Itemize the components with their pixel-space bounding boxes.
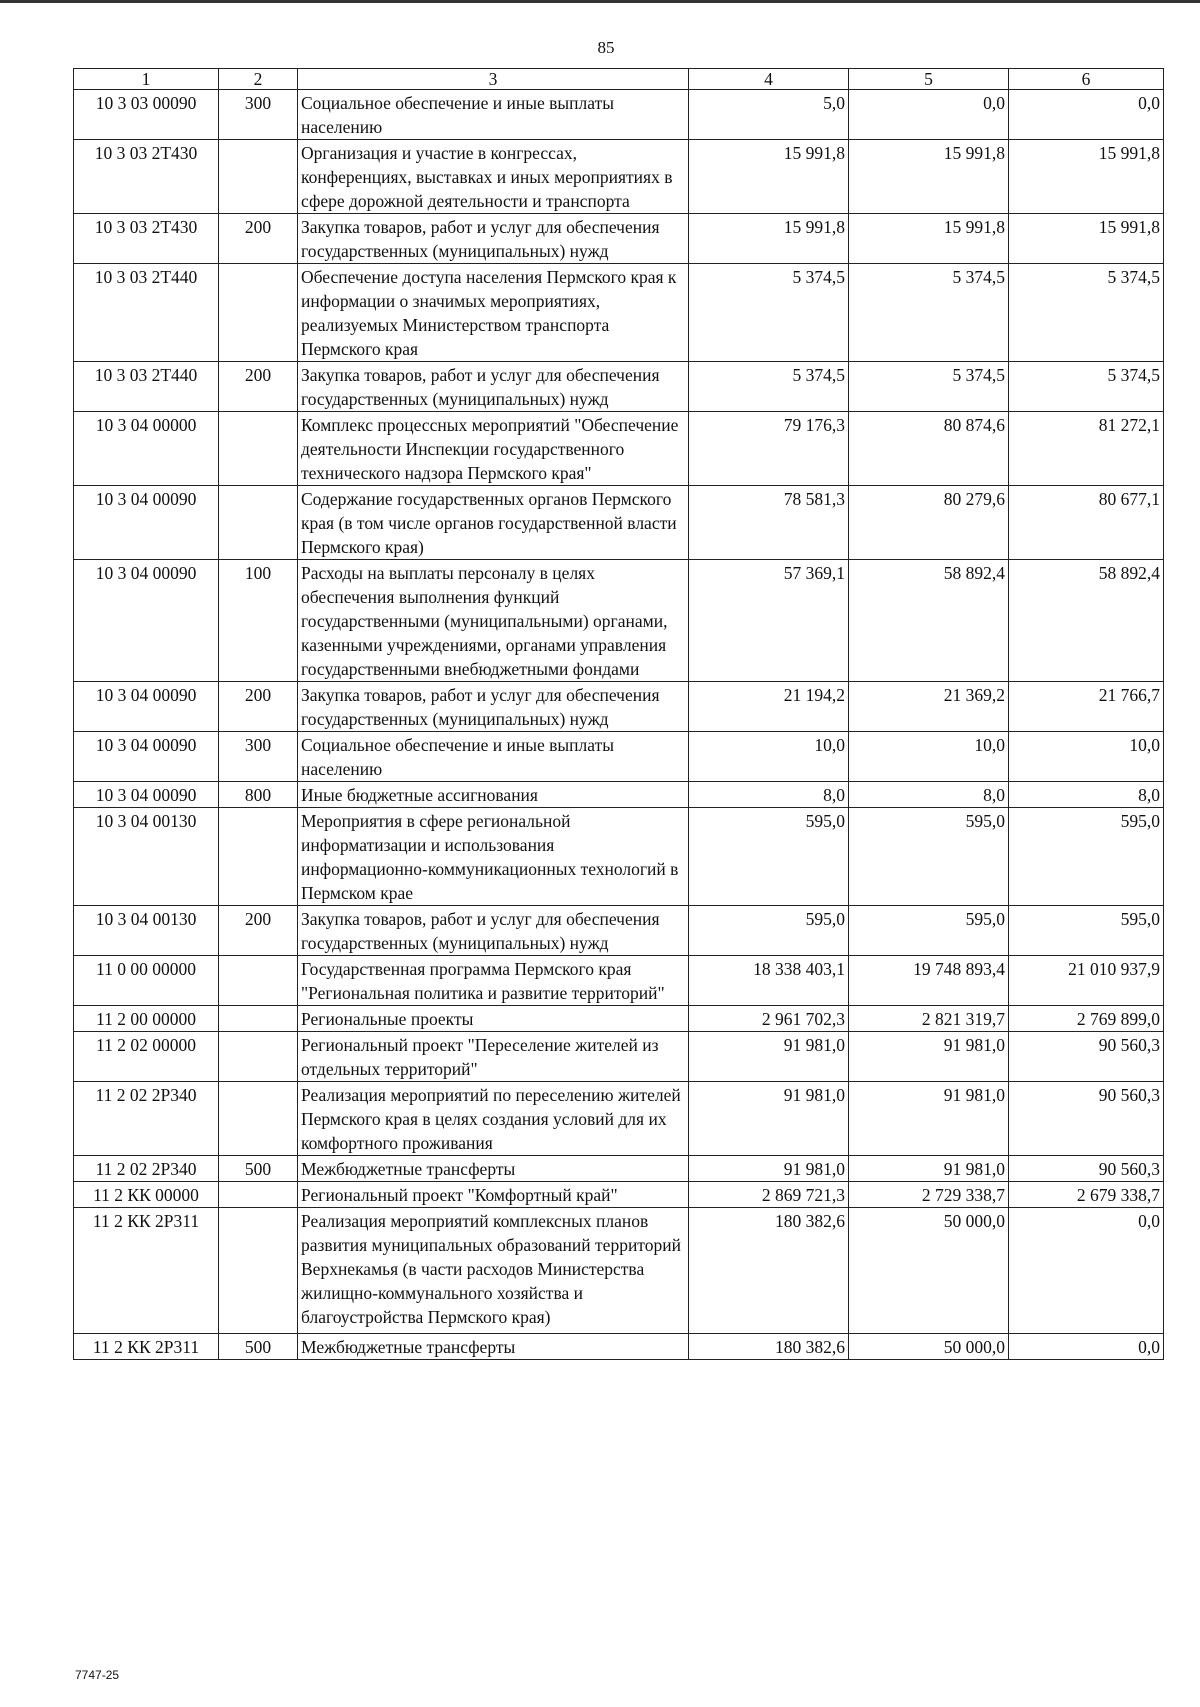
row-code-cell: 10 3 04 00090 xyxy=(74,732,219,782)
row-value-cell: 78 581,3 xyxy=(689,486,849,560)
row-value-cell: 90 560,3 xyxy=(1009,1032,1164,1082)
row-value-cell: 5 374,5 xyxy=(689,362,849,412)
row-code-cell: 10 3 04 00090 xyxy=(74,560,219,682)
row-value-cell: 180 382,6 xyxy=(689,1208,849,1334)
row-value-cell: 10,0 xyxy=(1009,732,1164,782)
row-value-cell: 595,0 xyxy=(849,906,1009,956)
row-code-cell: 11 2 02 00000 xyxy=(74,1032,219,1082)
row-code-cell: 11 0 00 00000 xyxy=(74,956,219,1006)
row-value-cell: 0,0 xyxy=(1009,1334,1164,1360)
row-type-cell: 800 xyxy=(219,782,298,808)
row-value-cell: 90 560,3 xyxy=(1009,1156,1164,1182)
budget-table xyxy=(73,68,1164,1360)
row-type-cell xyxy=(219,140,298,214)
row-code-cell: 10 3 04 00130 xyxy=(74,808,219,906)
table-row xyxy=(74,140,1164,214)
header-col-4: 4 xyxy=(689,69,849,90)
row-value-cell: 10,0 xyxy=(689,732,849,782)
row-type-cell xyxy=(219,264,298,362)
row-name-cell: Иные бюджетные ассигнования xyxy=(298,782,689,808)
row-value-cell: 2 729 338,7 xyxy=(849,1182,1009,1208)
row-value-cell: 15 991,8 xyxy=(689,140,849,214)
row-value-cell: 595,0 xyxy=(689,808,849,906)
row-type-cell: 300 xyxy=(219,90,298,140)
table-row xyxy=(74,782,1164,808)
row-value-cell: 15 991,8 xyxy=(1009,140,1164,214)
table-row xyxy=(74,732,1164,782)
row-name-cell: Социальное обеспечение и иные выплаты населению xyxy=(298,732,689,782)
row-type-cell xyxy=(219,486,298,560)
table-row xyxy=(74,1182,1164,1208)
table-row xyxy=(74,412,1164,486)
row-code-cell: 10 3 03 2Т430 xyxy=(74,140,219,214)
header-col-2: 2 xyxy=(219,69,298,90)
row-name-cell: Мероприятия в сфере региональной информатизации и использования информационно-коммуникационных технологий в Пермском крае xyxy=(298,808,689,906)
table-header-row xyxy=(74,69,1164,90)
row-type-cell: 300 xyxy=(219,732,298,782)
table-row xyxy=(74,264,1164,362)
row-name-cell: Региональный проект "Переселение жителей из отдельных территорий" xyxy=(298,1032,689,1082)
row-code-cell: 11 2 02 2Р340 xyxy=(74,1156,219,1182)
row-name-cell: Организация и участие в конгрессах, конференциях, выставках и иных мероприятиях в сфере дорожной деятельности и транспорта xyxy=(298,140,689,214)
row-name-cell: Межбюджетные трансферты xyxy=(298,1156,689,1182)
row-value-cell: 58 892,4 xyxy=(1009,560,1164,682)
table-row xyxy=(74,90,1164,140)
row-value-cell: 90 560,3 xyxy=(1009,1082,1164,1156)
row-value-cell: 5 374,5 xyxy=(1009,264,1164,362)
row-code-cell: 10 3 03 2Т430 xyxy=(74,214,219,264)
row-value-cell: 81 272,1 xyxy=(1009,412,1164,486)
row-value-cell: 180 382,6 xyxy=(689,1334,849,1360)
row-value-cell: 91 981,0 xyxy=(849,1082,1009,1156)
row-code-cell: 11 2 02 2Р340 xyxy=(74,1082,219,1156)
row-code-cell: 10 3 03 2Т440 xyxy=(74,362,219,412)
table-row xyxy=(74,1156,1164,1182)
header-col-5: 5 xyxy=(849,69,1009,90)
page-number: 85 xyxy=(597,38,615,57)
row-value-cell: 595,0 xyxy=(1009,906,1164,956)
row-name-cell: Межбюджетные трансферты xyxy=(298,1334,689,1360)
table-row xyxy=(74,1334,1164,1360)
row-value-cell: 15 991,8 xyxy=(849,140,1009,214)
row-value-cell: 2 769 899,0 xyxy=(1009,1006,1164,1032)
row-value-cell: 5 374,5 xyxy=(1009,362,1164,412)
row-code-cell: 10 3 04 00090 xyxy=(74,486,219,560)
row-value-cell: 2 961 702,3 xyxy=(689,1006,849,1032)
row-type-cell: 200 xyxy=(219,214,298,264)
row-value-cell: 58 892,4 xyxy=(849,560,1009,682)
row-type-cell: 500 xyxy=(219,1156,298,1182)
row-type-cell: 200 xyxy=(219,906,298,956)
row-type-cell xyxy=(219,1208,298,1334)
row-type-cell: 100 xyxy=(219,560,298,682)
row-value-cell: 595,0 xyxy=(849,808,1009,906)
row-name-cell: Региональные проекты xyxy=(298,1006,689,1032)
row-name-cell: Расходы на выплаты персоналу в целях обеспечения выполнения функций государственными (муниципальными) органами, казенными учреждениями, органами управления государственными внебюджетными фондами xyxy=(298,560,689,682)
header-col-3: 3 xyxy=(298,69,689,90)
row-name-cell: Содержание государственных органов Пермского края (в том числе органов государственной власти Пермского края) xyxy=(298,486,689,560)
table-row xyxy=(74,1032,1164,1082)
row-name-cell: Закупка товаров, работ и услуг для обеспечения государственных (муниципальных) нужд xyxy=(298,682,689,732)
row-name-cell: Закупка товаров, работ и услуг для обеспечения государственных (муниципальных) нужд xyxy=(298,362,689,412)
table-row xyxy=(74,486,1164,560)
row-code-cell: 10 3 04 00090 xyxy=(74,682,219,732)
row-code-cell: 10 3 04 00000 xyxy=(74,412,219,486)
row-value-cell: 79 176,3 xyxy=(689,412,849,486)
row-value-cell: 2 869 721,3 xyxy=(689,1182,849,1208)
row-name-cell: Реализация мероприятий комплексных планов развития муниципальных образований территорий Верхнекамья (в части расходов Министерства жилищно-коммунального хозяйства и благоустройства Пермского края) xyxy=(298,1208,689,1334)
row-code-cell: 10 3 03 00090 xyxy=(74,90,219,140)
row-value-cell: 21 766,7 xyxy=(1009,682,1164,732)
row-value-cell: 21 010 937,9 xyxy=(1009,956,1164,1006)
row-value-cell: 57 369,1 xyxy=(689,560,849,682)
table-row xyxy=(74,1082,1164,1156)
row-code-cell: 10 3 03 2Т440 xyxy=(74,264,219,362)
document-code: 7747-25 xyxy=(75,1668,120,1682)
row-value-cell: 80 874,6 xyxy=(849,412,1009,486)
row-code-cell: 11 2 КК 2Р311 xyxy=(74,1208,219,1334)
row-name-cell: Закупка товаров, работ и услуг для обеспечения государственных (муниципальных) нужд xyxy=(298,214,689,264)
row-value-cell: 50 000,0 xyxy=(849,1208,1009,1334)
row-value-cell: 8,0 xyxy=(689,782,849,808)
row-value-cell: 91 981,0 xyxy=(689,1156,849,1182)
row-type-cell xyxy=(219,1082,298,1156)
row-value-cell: 50 000,0 xyxy=(849,1334,1009,1360)
row-value-cell: 80 279,6 xyxy=(849,486,1009,560)
row-value-cell: 0,0 xyxy=(849,90,1009,140)
row-value-cell: 2 679 338,7 xyxy=(1009,1182,1164,1208)
row-value-cell: 15 991,8 xyxy=(689,214,849,264)
row-type-cell xyxy=(219,956,298,1006)
row-name-cell: Обеспечение доступа населения Пермского края к информации о значимых мероприятиях, реализуемых Министерством транспорта Пермского края xyxy=(298,264,689,362)
table-row xyxy=(74,1208,1164,1334)
row-type-cell: 200 xyxy=(219,362,298,412)
row-value-cell: 8,0 xyxy=(849,782,1009,808)
table-row xyxy=(74,362,1164,412)
row-type-cell xyxy=(219,1032,298,1082)
row-type-cell: 500 xyxy=(219,1334,298,1360)
scan-top-edge xyxy=(0,0,1200,3)
row-code-cell: 10 3 04 00090 xyxy=(74,782,219,808)
table-row xyxy=(74,560,1164,682)
header-col-1: 1 xyxy=(74,69,219,90)
header-col-6: 6 xyxy=(1009,69,1164,90)
row-type-cell xyxy=(219,1006,298,1032)
row-value-cell: 91 981,0 xyxy=(849,1156,1009,1182)
row-type-cell: 200 xyxy=(219,682,298,732)
row-name-cell: Региональный проект "Комфортный край" xyxy=(298,1182,689,1208)
table-row xyxy=(74,906,1164,956)
row-value-cell: 10,0 xyxy=(849,732,1009,782)
row-type-cell xyxy=(219,1182,298,1208)
row-value-cell: 80 677,1 xyxy=(1009,486,1164,560)
table-row xyxy=(74,808,1164,906)
row-value-cell: 5 374,5 xyxy=(849,362,1009,412)
table-row xyxy=(74,214,1164,264)
row-value-cell: 5 374,5 xyxy=(849,264,1009,362)
row-value-cell: 5 374,5 xyxy=(689,264,849,362)
row-type-cell xyxy=(219,808,298,906)
row-name-cell: Реализация мероприятий по переселению жителей Пермского края в целях создания условий для их комфортного проживания xyxy=(298,1082,689,1156)
table-row xyxy=(74,682,1164,732)
row-code-cell: 11 2 00 00000 xyxy=(74,1006,219,1032)
row-code-cell: 11 2 КК 2Р311 xyxy=(74,1334,219,1360)
row-value-cell: 595,0 xyxy=(689,906,849,956)
row-value-cell: 15 991,8 xyxy=(849,214,1009,264)
row-value-cell: 8,0 xyxy=(1009,782,1164,808)
row-name-cell: Государственная программа Пермского края "Региональная политика и развитие территорий" xyxy=(298,956,689,1006)
row-type-cell xyxy=(219,412,298,486)
row-value-cell: 91 981,0 xyxy=(689,1032,849,1082)
row-code-cell: 10 3 04 00130 xyxy=(74,906,219,956)
row-value-cell: 21 369,2 xyxy=(849,682,1009,732)
row-name-cell: Закупка товаров, работ и услуг для обеспечения государственных (муниципальных) нужд xyxy=(298,906,689,956)
row-code-cell: 11 2 КК 00000 xyxy=(74,1182,219,1208)
row-value-cell: 18 338 403,1 xyxy=(689,956,849,1006)
row-value-cell: 19 748 893,4 xyxy=(849,956,1009,1006)
row-value-cell: 15 991,8 xyxy=(1009,214,1164,264)
row-value-cell: 2 821 319,7 xyxy=(849,1006,1009,1032)
table-body xyxy=(74,90,1164,1360)
row-value-cell: 21 194,2 xyxy=(689,682,849,732)
row-value-cell: 91 981,0 xyxy=(689,1082,849,1156)
row-value-cell: 5,0 xyxy=(689,90,849,140)
row-value-cell: 0,0 xyxy=(1009,90,1164,140)
table-row xyxy=(74,956,1164,1006)
row-value-cell: 91 981,0 xyxy=(849,1032,1009,1082)
row-value-cell: 0,0 xyxy=(1009,1208,1164,1334)
table-row xyxy=(74,1006,1164,1032)
row-name-cell: Комплекс процессных мероприятий "Обеспечение деятельности Инспекции государственного технического надзора Пермского края" xyxy=(298,412,689,486)
row-value-cell: 595,0 xyxy=(1009,808,1164,906)
row-name-cell: Социальное обеспечение и иные выплаты населению xyxy=(298,90,689,140)
